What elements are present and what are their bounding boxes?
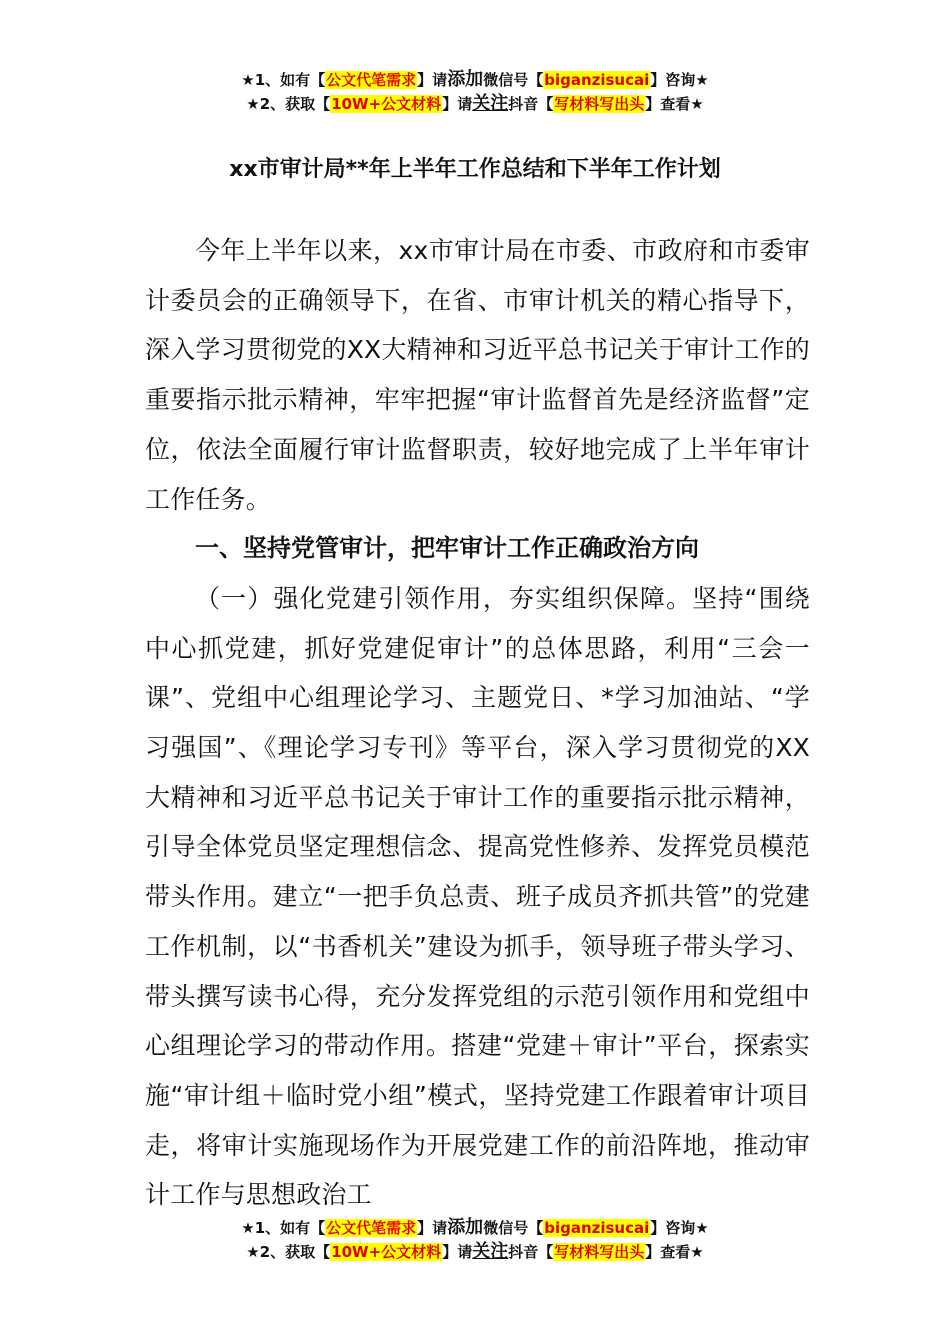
banner-line-1 <box>0 1216 950 1240</box>
banner-highlight: 写材料写出头 <box>554 95 645 113</box>
banner-text: 】查看★ <box>645 1243 704 1261</box>
banner-highlight: 10W+公文材料 <box>331 1243 442 1261</box>
banner-text: 】查看★ <box>645 95 704 113</box>
banner-text: 抖音【 <box>508 1243 554 1261</box>
banner-text: 】请 <box>442 95 473 113</box>
banner-highlight: 写材料写出头 <box>554 1243 645 1261</box>
section-paragraph: （一）强化党建引领作用，夯实组织保障。坚持“围绕中心抓党建，抓好党建促审计”的总体思路，利用“三会一课”、党组中心组理论学习、主题党日、*学习加油站、“学习强国”、《理论学习专刊》等平台，深入学习贯彻党的XX大精神和习近平总书记关于审计工作的重要指示批示精神，引导全体党员坚定理想信念、提高党性修养、发挥党员模范带头作用。建立“一把手负总责、班子成员齐抓共管”的党建工作机制，以“书香机关”建设为抓手，领导班子带头学习、带头撰写读书心得，充分发挥党组的示范引领作用和党组中心组理论学习的带动作用。搭建“党建＋审计”平台，探索实施“审计组＋临时党小组”模式，坚持党建工作跟着审计项目走，将审计实施现场作为开展党建工作的前沿阵地，推动审计工作与思想政治工 <box>145 583 810 1210</box>
banner-text: ★1、如有【 <box>241 1219 326 1237</box>
banner-emphasis: 关注 <box>472 1241 509 1262</box>
banner-highlight: 公文代笔需求 <box>326 1219 417 1237</box>
banner-wechat-id: biganzisucai <box>544 71 650 89</box>
banner-highlight: 10W+公文材料 <box>331 95 442 113</box>
banner-line-1 <box>0 68 950 92</box>
banner-emphasis: 添加 <box>447 69 484 90</box>
document-body <box>145 226 810 1220</box>
banner-text: 】请 <box>417 71 448 89</box>
banner-text: 】咨询★ <box>650 71 709 89</box>
banner-highlight: 公文代笔需求 <box>326 71 417 89</box>
banner-text: 】咨询★ <box>650 1219 709 1237</box>
banner-text: ★2、获取【 <box>246 1243 331 1261</box>
banner-text: ★1、如有【 <box>241 71 326 89</box>
banner-text: 微信号【 <box>483 71 544 89</box>
section-heading: 一、坚持党管审计，把牢审计工作正确政治方向 <box>195 534 699 563</box>
banner-line-2 <box>0 1240 950 1264</box>
banner-line-2 <box>0 92 950 116</box>
bottom-banner <box>0 1216 950 1264</box>
banner-text: 微信号【 <box>483 1219 544 1237</box>
banner-text: ★2、获取【 <box>246 95 331 113</box>
intro-paragraph: 今年上半年以来，xx市审计局在市委、市政府和市委审计委员会的正确领导下，在省、市审计机关的精心指导下，深入学习贯彻党的XX大精神和习近平总书记关于审计工作的重要指示批示精神，牢牢把握“审计监督首先是经济监督”定位，依法全面履行审计监督职责，较好地完成了上半年审计工作任务。 <box>145 236 810 514</box>
top-banner <box>0 68 950 116</box>
banner-wechat-id: biganzisucai <box>544 1219 650 1237</box>
banner-text: 】请 <box>442 1243 473 1261</box>
banner-text: 】请 <box>417 1219 448 1237</box>
banner-emphasis: 关注 <box>472 93 509 114</box>
banner-text: 抖音【 <box>508 95 554 113</box>
document-title: xx市审计局**年上半年工作总结和下半年工作计划 <box>229 157 721 182</box>
banner-emphasis: 添加 <box>447 1217 484 1238</box>
